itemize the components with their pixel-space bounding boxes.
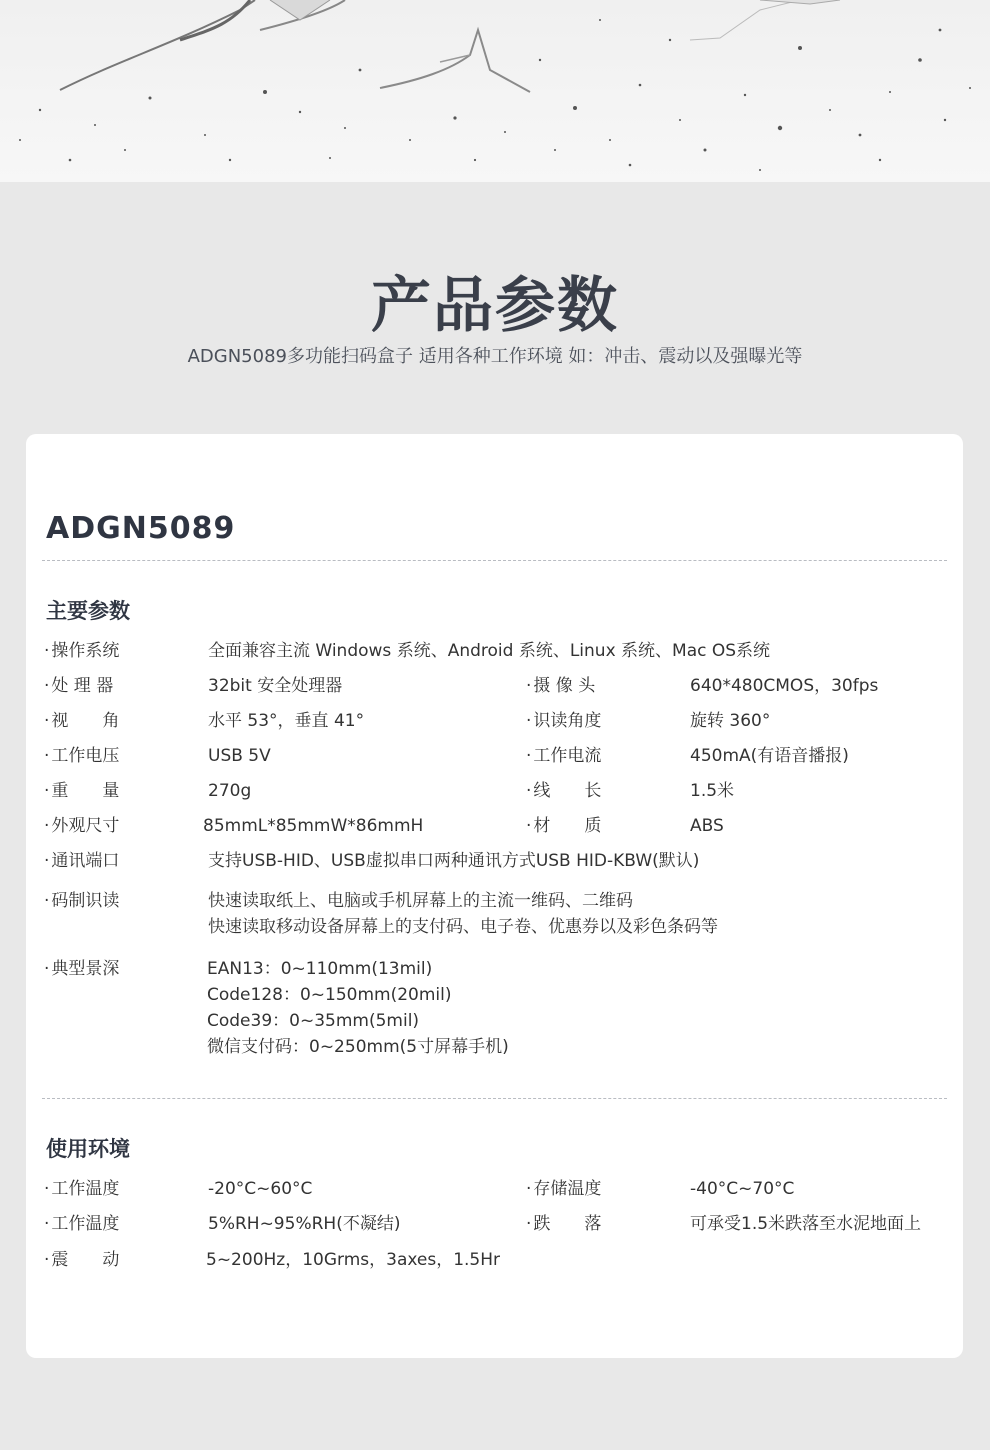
divider [42, 1098, 947, 1099]
processor-value: 32bit 安全处理器 [208, 676, 343, 696]
environment-title: 使用环境 [46, 1137, 130, 1161]
port-label: · 通讯端口 [44, 848, 119, 874]
work-temp-value: -20°C~60°C [208, 1179, 313, 1199]
voltage-value: USB 5V [208, 746, 271, 766]
camera-value: 640*480CMOS，30fps [690, 676, 879, 696]
vibration-value: 5~200Hz，10Grms，3axes，1.5Hr [206, 1250, 501, 1270]
spec-card [26, 434, 963, 1358]
voltage-label: · 工作电压 [44, 743, 119, 769]
dof-label: · 典型景深 [44, 956, 119, 982]
divider [42, 560, 947, 561]
work-temp-label: · 工作温度 [44, 1176, 119, 1202]
fov-value: 水平 53°，垂直 41° [208, 711, 365, 731]
material-value: ABS [690, 816, 724, 836]
port-value: 支持USB-HID、USB虚拟串口两种通讯方式USB HID-KBW(默认) [208, 851, 700, 871]
drop-value: 可承受1.5米跌落至水泥地面上 [690, 1214, 922, 1234]
symbology-label: · 码制识读 [44, 888, 119, 914]
read-angle-label: · 识读角度 [526, 708, 601, 734]
section-title: 产品参数 [371, 271, 619, 341]
current-value: 450mA(有语音播报) [690, 746, 849, 766]
humidity-label: · 工作温度 [44, 1211, 119, 1237]
main-params-title: 主要参数 [46, 599, 130, 623]
os-value: 全面兼容主流 Windows 系统、Android 系统、Linux 系统、Mac OS系统 [208, 641, 771, 661]
hero-banner [0, 0, 990, 182]
size-label: · 外观尺寸 [44, 813, 119, 839]
current-label: · 工作电流 [526, 743, 601, 769]
read-angle-value: 旋转 360° [690, 711, 771, 731]
storage-temp-value: -40°C~70°C [690, 1179, 795, 1199]
storage-temp-label: · 存储温度 [526, 1176, 601, 1202]
material-label: · 材 质 [526, 813, 601, 839]
dof-value [207, 956, 509, 1060]
dof-line: EAN13：0~110mm(13mil) [207, 959, 433, 979]
symbology-line: 快速读取纸上、电脑或手机屏幕上的主流一维码、二维码 [208, 891, 633, 911]
fov-label: · 视 角 [44, 708, 119, 734]
camera-label: · 摄 像 头 [526, 673, 595, 699]
size-value: 85mmL*85mmW*86mmH [203, 816, 424, 836]
section-subtitle: ADGN5089多功能扫码盒子 适用各种工作环境 如：冲击、震动以及强曝光等 [187, 346, 803, 367]
weight-label: · 重 量 [44, 778, 119, 804]
symbology-value [208, 888, 718, 940]
processor-label: · 处 理 器 [44, 673, 113, 699]
humidity-value: 5%RH~95%RH(不凝结) [208, 1214, 401, 1234]
cable-value: 1.5米 [690, 781, 735, 801]
symbology-line: 快速读取移动设备屏幕上的支付码、电子卷、优惠券以及彩色条码等 [208, 917, 718, 937]
vibration-label: · 震 动 [44, 1247, 119, 1273]
dof-line: Code128：0~150mm(20mil) [207, 985, 452, 1005]
cracked-surface-illustration [0, 0, 990, 182]
drop-label: · 跌 落 [526, 1211, 601, 1237]
dof-line: 微信支付码：0~250mm(5寸屏幕手机) [207, 1037, 509, 1057]
model-name: ADGN5089 [46, 511, 236, 546]
weight-value: 270g [208, 781, 252, 801]
os-label: · 操作系统 [44, 638, 119, 664]
dof-line: Code39：0~35mm(5mil) [207, 1011, 420, 1031]
cable-label: · 线 长 [526, 778, 601, 804]
